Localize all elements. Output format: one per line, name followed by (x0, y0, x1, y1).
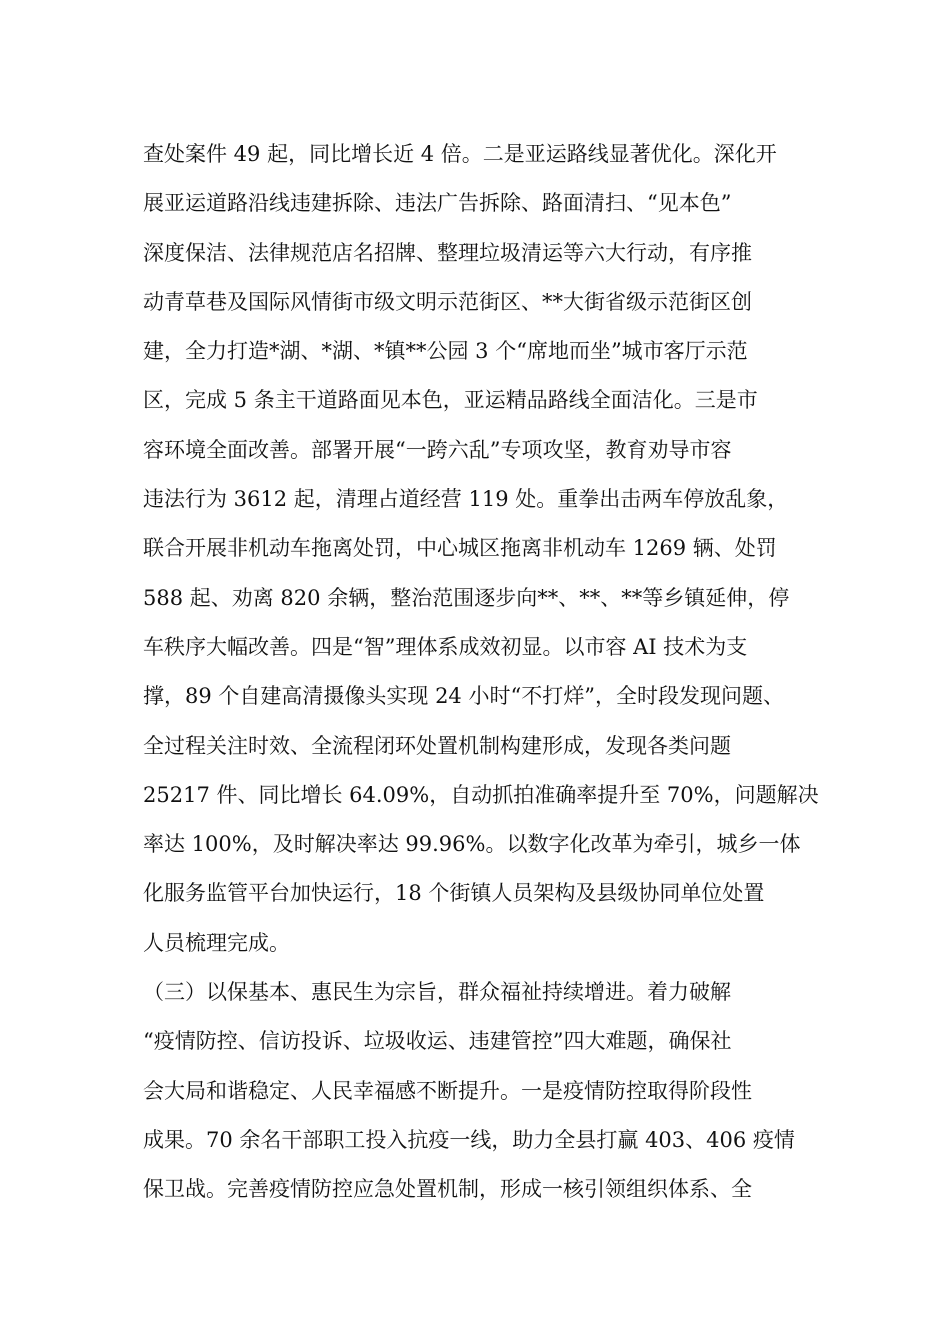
text-line-4: 动青草巷及国际风情街市级文明示范街区、**大街省级示范街区创 (143, 289, 752, 314)
text-line-7: 容环境全面改善。部署开展“一跨六乱”专项攻坚，教育劝导市容 (143, 437, 732, 462)
text-line-15: 率达 100%，及时解决率达 99.96%。以数字化改革为牵引，城乡一体 (143, 832, 801, 857)
text-line-20: 会大局和谐稳定、人民幸福感不断提升。一是疫情防控取得阶段性 (143, 1078, 752, 1103)
text-line-6: 区，完成 5 条主干道路面见本色，亚运精品路线全面洁化。三是市 (143, 388, 758, 413)
text-line-3: 深度保洁、法律规范店名招牌、整理垃圾清运等六大行动，有序推 (143, 240, 752, 265)
text-line-13: 全过程关注时效、全流程闭环处置机制构建形成，发现各类问题 (143, 733, 731, 758)
text-line-14: 25217 件、同比增长 64.09%，自动抓拍准确率提升至 70%，问题解决 (143, 782, 819, 807)
text-line-16: 化服务监管平台加快运行，18 个街镇人员架构及县级协同单位处置 (143, 881, 765, 906)
text-line-2: 展亚运道路沿线违建拆除、违法广告拆除、路面清扫、“见本色” (143, 191, 732, 216)
section-heading-line: （三）以保基本、惠民生为宗旨，群众福祉持续增进。着力破解 (143, 980, 731, 1005)
text-line-1: 查处案件 49 起，同比增长近 4 倍。二是亚运路线显著优化。深化开 (143, 142, 777, 166)
text-line-19: “疫情防控、信访投诉、垃圾收运、违建管控”四大难题，确保社 (143, 1029, 732, 1054)
text-line-10: 588 起、劝离 820 余辆，整治范围逐步向**、**、**等乡镇延伸，停 (143, 585, 790, 610)
text-line-5: 建，全力打造*湖、*湖、*镇**公园 3 个“席地而坐”城市客厅示范 (143, 339, 748, 364)
text-line-8: 违法行为 3612 起，清理占道经营 119 处。重拳出击两车停放乱象， (143, 487, 789, 512)
text-line-22: 保卫战。完善疫情防控应急处置机制，形成一核引领组织体系、全 (143, 1177, 752, 1202)
body-text (143, 130, 843, 1215)
text-line-21: 成果。70 余名干部职工投入抗疫一线，助力全县打赢 403、406 疫情 (143, 1127, 795, 1152)
text-line-17: 人员梳理完成。 (143, 930, 290, 955)
text-line-11: 车秩序大幅改善。四是“智”理体系成效初显。以市容 AI 技术为支 (143, 634, 748, 659)
text-line-12: 撑，89 个自建高清摄像头实现 24 小时“不打烊”，全时段发现问题、 (143, 684, 784, 709)
text-line-9: 联合开展非机动车拖离处罚，中心城区拖离非机动车 1269 辆、处罚 (143, 536, 777, 561)
